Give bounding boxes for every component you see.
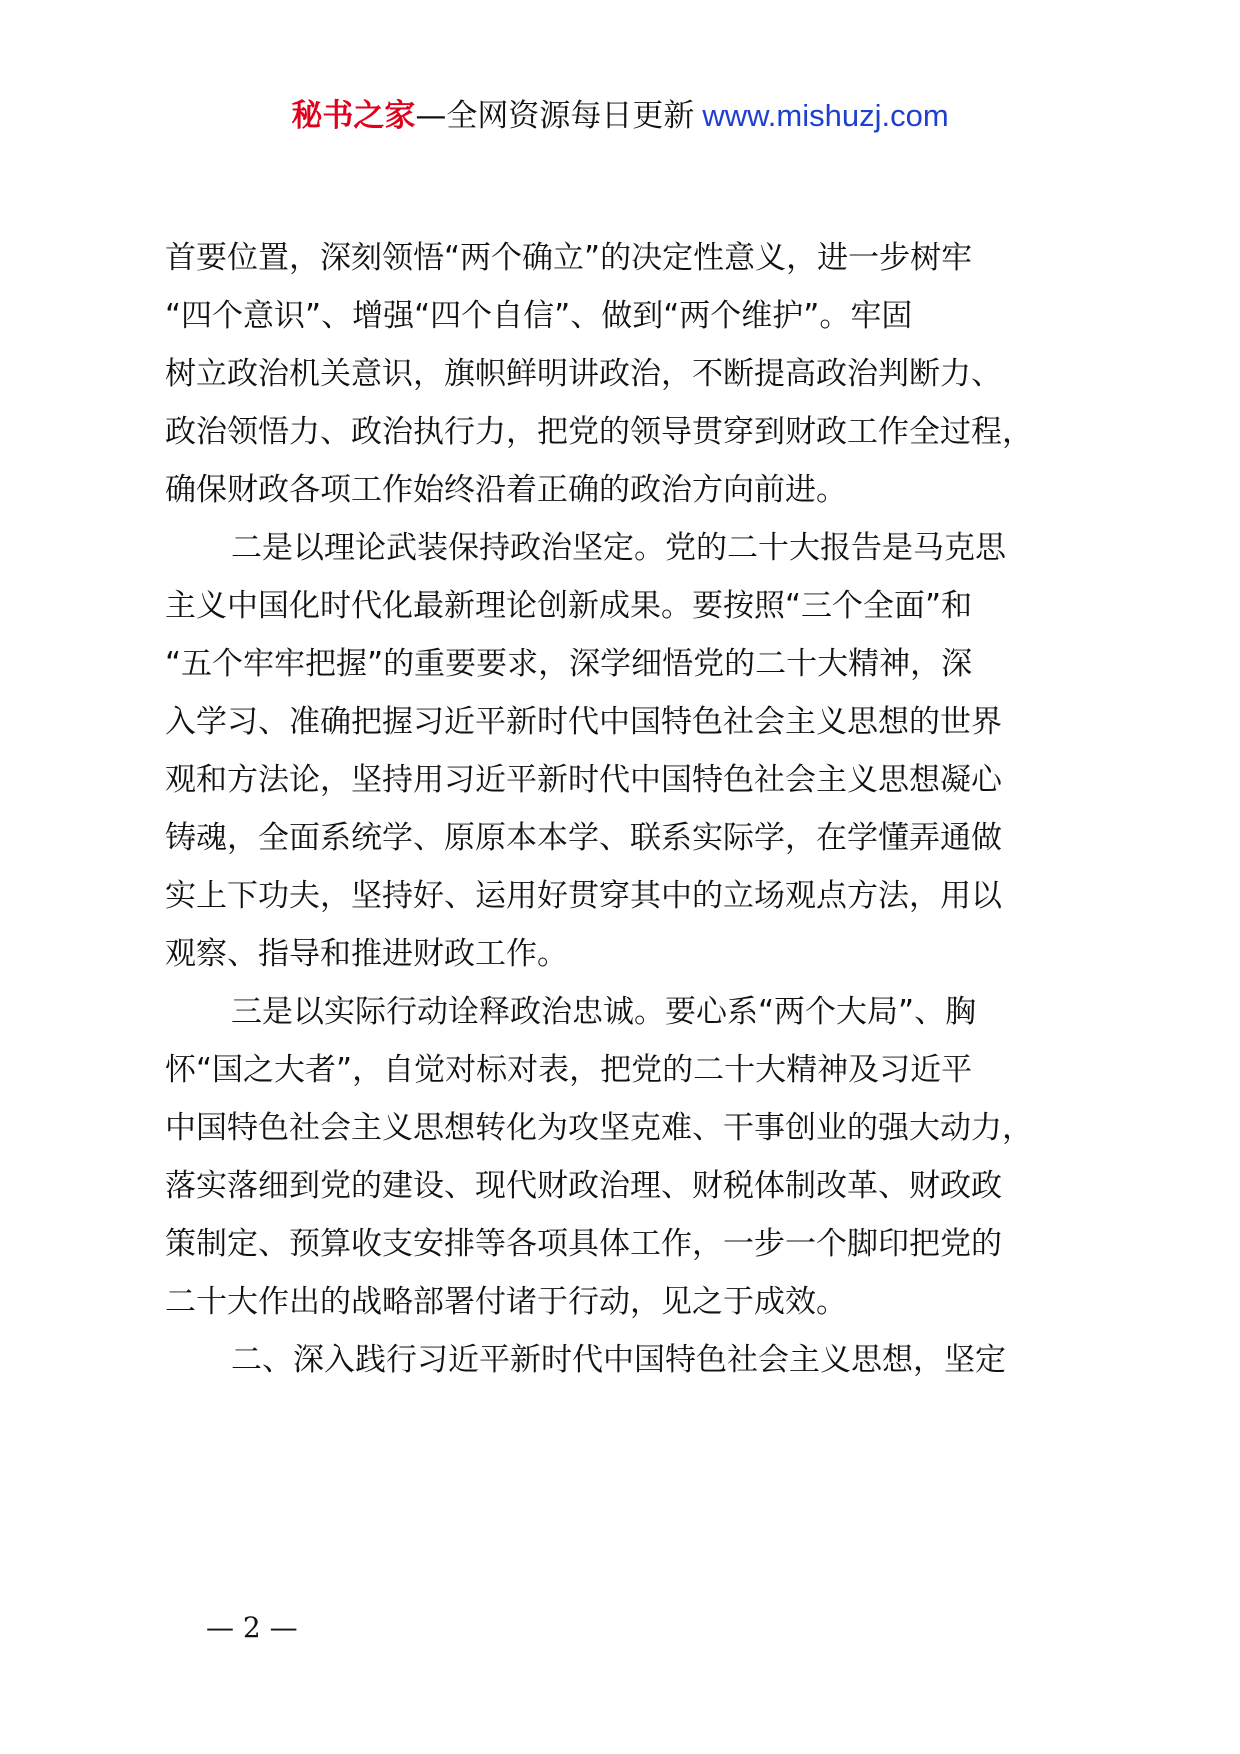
text-line: 观和方法论，坚持用习近平新时代中国特色社会主义思想凝心 (165, 762, 1002, 798)
text-line: 入学习、准确把握习近平新时代中国特色社会主义思想的世界 (165, 704, 1002, 740)
paragraph-start-line: 二是以理论武装保持政治坚定。党的二十大报告是马克思 (231, 530, 1006, 566)
text-line: 策制定、预算收支安排等各项具体工作，一步一个脚印把党的 (165, 1226, 1002, 1262)
text-line: 落实落细到党的建设、现代财政治理、财税体制改革、财政政 (165, 1168, 1002, 1204)
page-number: — 2 — (206, 1611, 298, 1644)
text-line: 实上下功夫，坚持好、运用好贯穿其中的立场观点方法，用以 (165, 878, 1002, 914)
brand-name: 秘书之家 (291, 98, 416, 134)
site-url-link[interactable]: www.mishuzj.com (702, 98, 949, 133)
text-line: 树立政治机关意识，旗帜鲜明讲政治，不断提高政治判断力、 (165, 356, 1002, 392)
text-line: “四个意识”、增强“四个自信”、做到“两个维护”。牢固 (165, 298, 913, 334)
header-tagline: —全网资源每日更新 (415, 98, 695, 134)
text-line: 铸魂，全面系统学、原原本本学、联系实际学，在学懂弄通做 (165, 820, 1002, 856)
text-line: 二十大作出的战略部署付诸于行动，见之于成效。 (165, 1284, 847, 1320)
text-line: 政治领悟力、政治执行力，把党的领导贯穿到财政工作全过程， (165, 414, 1033, 450)
text-line: 中国特色社会主义思想转化为攻坚克难、干事创业的强大动力， (165, 1110, 1033, 1146)
text-line: 主义中国化时代化最新理论创新成果。要按照“三个全面”和 (165, 588, 973, 624)
text-line: 怀“国之大者”，自觉对标对表，把党的二十大精神及习近平 (165, 1052, 973, 1088)
text-line: 确保财政各项工作始终沿着正确的政治方向前进。 (165, 472, 847, 508)
text-line: 首要位置，深刻领悟“两个确立”的决定性意义，进一步树牢 (165, 240, 973, 276)
text-line: “五个牢牢把握”的重要要求，深学细悟党的二十大精神，深 (165, 646, 973, 682)
paragraph-start-line: 三是以实际行动诠释政治忠诚。要心系“两个大局”、胸 (231, 994, 977, 1030)
site-header (0, 92, 1240, 140)
text-line: 观察、指导和推进财政工作。 (165, 936, 568, 972)
section-heading-line: 二、深入践行习近平新时代中国特色社会主义思想，坚定 (231, 1342, 1006, 1378)
